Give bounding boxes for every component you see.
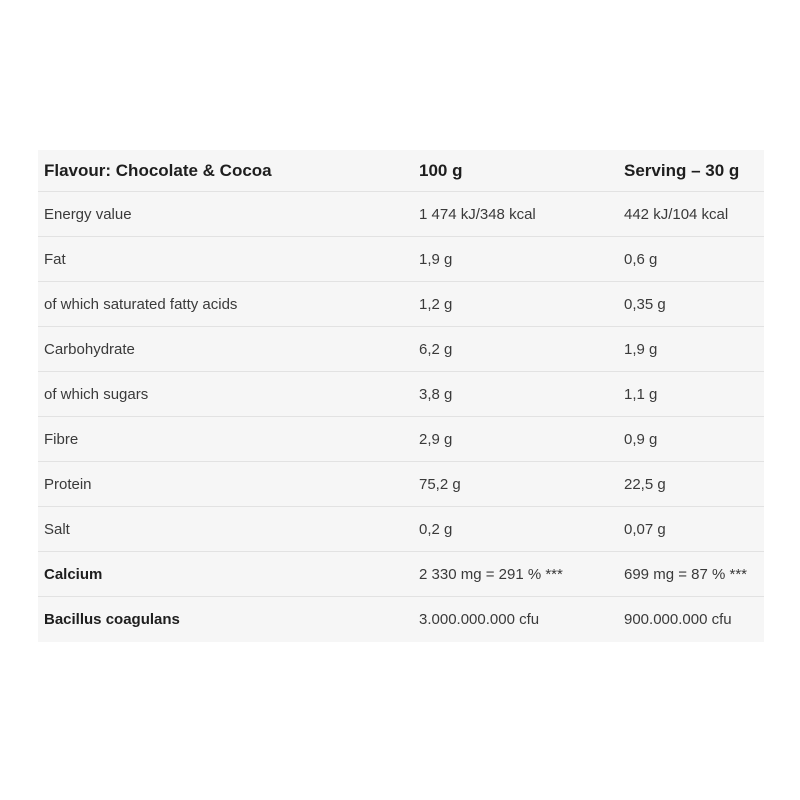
value-per-serving: 0,6 g (624, 250, 658, 268)
value-per-serving: 0,07 g (624, 520, 666, 538)
value-per-100g: 1 474 kJ/348 kcal (419, 205, 536, 223)
nutrient-name: of which saturated fatty acids (44, 295, 238, 313)
nutrient-name: Energy value (44, 205, 132, 223)
value-per-100g: 1,9 g (419, 250, 453, 268)
value-per-serving: 0,9 g (624, 430, 658, 448)
table-row-energy (38, 192, 764, 237)
table-row-fibre (38, 417, 764, 462)
nutrient-name: Calcium (44, 565, 103, 583)
value-per-100g: 2,9 g (419, 430, 453, 448)
nutrition-table (38, 150, 764, 642)
table-row-calcium (38, 552, 764, 597)
nutrient-name: Bacillus coagulans (44, 611, 180, 628)
value-per-100g: 75,2 g (419, 475, 461, 493)
value-per-serving: 1,1 g (624, 385, 658, 403)
nutrient-name: Salt (44, 520, 70, 538)
nutrient-name: Protein (44, 475, 92, 493)
nutrient-name: of which sugars (44, 385, 149, 403)
table-row-bacillus-coagulans (38, 597, 764, 642)
table-header-row (38, 150, 764, 192)
table-row-salt (38, 507, 764, 552)
nutrient-name: Fat (44, 250, 66, 268)
table-row-carbohydrate (38, 327, 764, 372)
value-per-serving: 1,9 g (624, 340, 658, 358)
header-serving: Serving – 30 g (624, 160, 740, 180)
header-flavour: Flavour: Chocolate & Cocoa (44, 160, 272, 180)
value-per-100g: 0,2 g (419, 520, 453, 538)
value-per-serving: 22,5 g (624, 475, 666, 493)
value-per-serving: 442 kJ/104 kcal (624, 205, 729, 223)
table-row-sugars (38, 372, 764, 417)
value-per-100g: 1,2 g (419, 295, 453, 313)
value-per-100g: 6,2 g (419, 340, 453, 358)
value-per-serving: 0,35 g (624, 295, 666, 313)
value-per-serving: 900.000.000 cfu (624, 611, 732, 628)
value-per-serving: 699 mg = 87 % *** (624, 565, 747, 583)
table-row-saturated-fat (38, 282, 764, 327)
nutrient-name: Fibre (44, 430, 79, 448)
value-per-100g: 2 330 mg = 291 % *** (419, 565, 563, 583)
value-per-100g: 3,8 g (419, 385, 453, 403)
table-row-protein (38, 462, 764, 507)
nutrient-name: Carbohydrate (44, 340, 135, 358)
header-per-100g: 100 g (419, 160, 463, 180)
table-row-fat (38, 237, 764, 282)
value-per-100g: 3.000.000.000 cfu (419, 611, 540, 628)
